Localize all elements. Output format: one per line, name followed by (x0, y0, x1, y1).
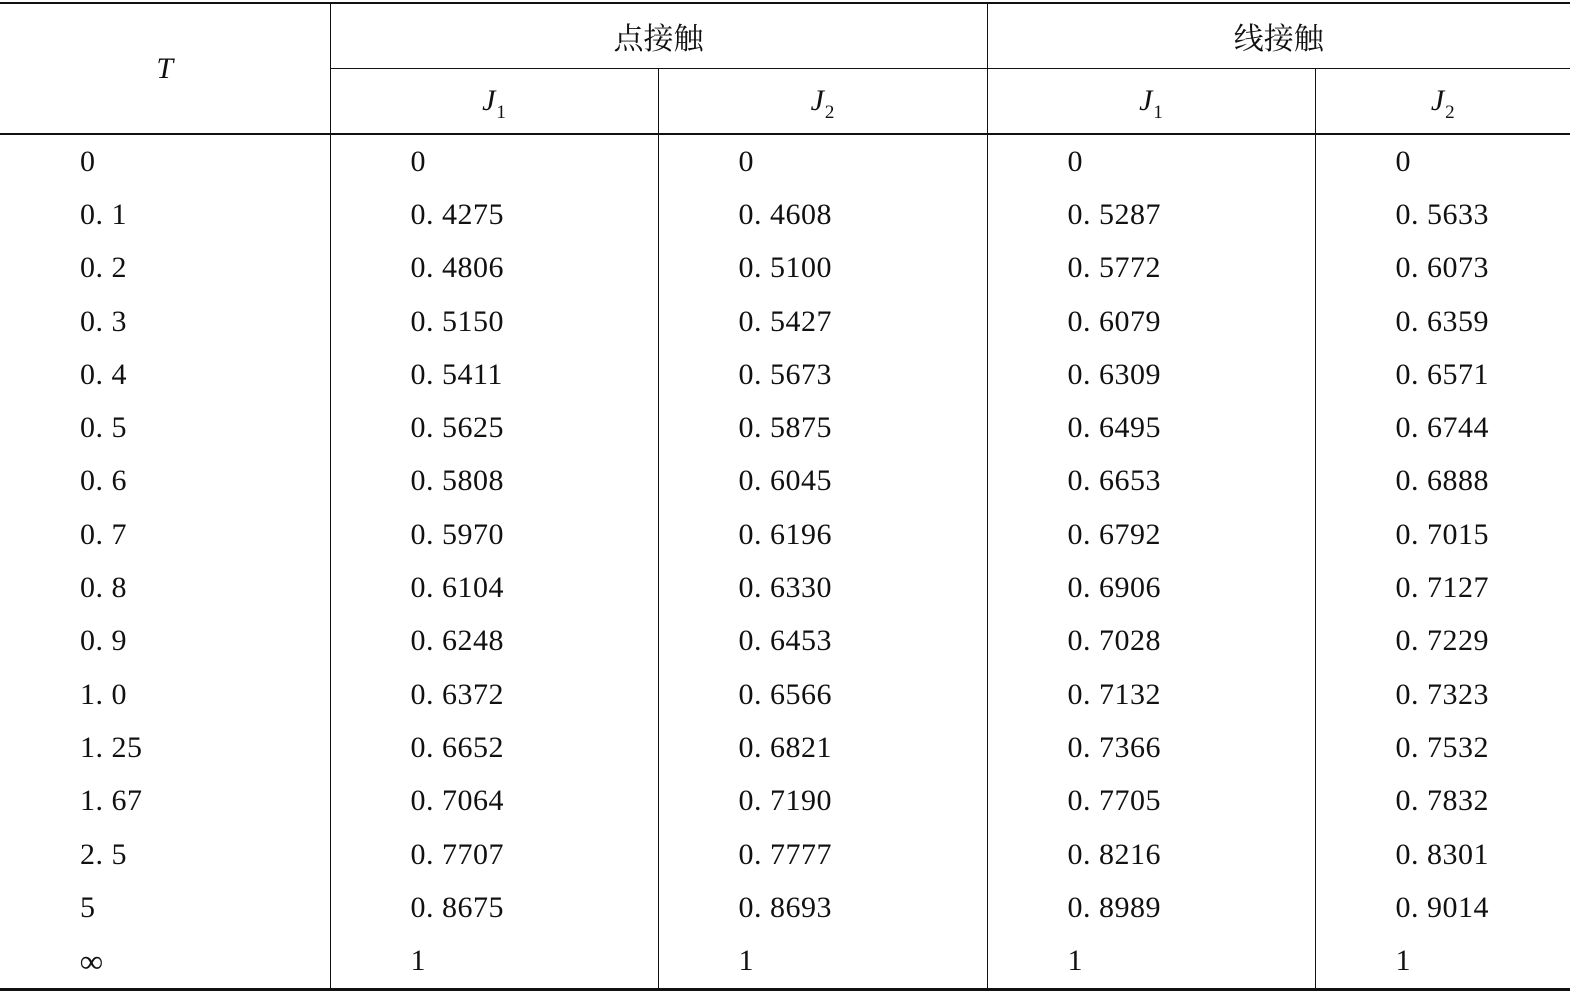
line-j1-value: 0. 8216 (987, 828, 1315, 881)
line-j2-value: 0. 6888 (1315, 455, 1570, 508)
line-j1-value: 0. 7028 (987, 615, 1315, 668)
t-value: 0. 2 (80, 251, 127, 285)
t-value: 2. 5 (80, 837, 127, 871)
point-j1-value: 0. 6652 (330, 721, 658, 774)
point-j1-value: 0. 8675 (330, 881, 658, 934)
line-j2-value: 0. 9014 (1315, 881, 1570, 934)
table-row (0, 668, 1570, 721)
header-point-j1-subscript: 1 (496, 102, 506, 123)
line-j1-value: 0. 6079 (987, 295, 1315, 348)
point-j1-value: 0. 4806 (330, 242, 658, 295)
point-j2-value: 0. 5875 (658, 401, 987, 454)
line-j2-value: 0. 7127 (1315, 561, 1570, 614)
table-row (0, 934, 1570, 989)
table-header (0, 3, 1570, 134)
line-j2-value: 0. 7229 (1315, 615, 1570, 668)
table-row (0, 134, 1570, 188)
t-value: 1. 67 (80, 784, 143, 818)
t-value: 1. 25 (80, 730, 143, 764)
point-j1-value: 0. 5970 (330, 508, 658, 561)
t-value: 1. 0 (80, 677, 127, 711)
point-j2-value: 0. 5100 (658, 242, 987, 295)
header-line-j1-subscript: 1 (1153, 102, 1163, 123)
line-j2-value: 0. 6073 (1315, 242, 1570, 295)
line-j2-value: 0. 7532 (1315, 721, 1570, 774)
line-j1-value: 0. 7366 (987, 721, 1315, 774)
line-j1-value: 0. 6653 (987, 455, 1315, 508)
point-j1-value: 0. 5150 (330, 295, 658, 348)
header-line-j2-symbol: J (1430, 84, 1445, 117)
point-j2-value: 1 (658, 934, 987, 989)
table-row (0, 615, 1570, 668)
point-j2-value: 0. 6196 (658, 508, 987, 561)
point-j2-value: 0 (658, 134, 987, 188)
t-value: 0. 7 (80, 517, 127, 551)
line-j1-value: 1 (987, 934, 1315, 989)
t-value: 0 (80, 144, 96, 178)
t-value: 0. 3 (80, 304, 127, 338)
point-j2-value: 0. 5427 (658, 295, 987, 348)
point-j2-value: 0. 6566 (658, 668, 987, 721)
line-j1-value: 0. 6495 (987, 401, 1315, 454)
header-line-j2 (1315, 69, 1570, 135)
point-j2-value: 0. 6453 (658, 615, 987, 668)
point-j1-value: 0. 6104 (330, 561, 658, 614)
t-value: 0. 8 (80, 571, 127, 605)
point-j2-value: 0. 6045 (658, 455, 987, 508)
point-j2-value: 0. 7777 (658, 828, 987, 881)
header-line-j1-symbol: J (1139, 84, 1153, 117)
point-j1-value: 0. 5411 (330, 348, 658, 401)
table-row (0, 188, 1570, 241)
point-j1-value: 0. 6372 (330, 668, 658, 721)
table-row (0, 721, 1570, 774)
t-value: 0. 9 (80, 624, 127, 658)
table-row (0, 561, 1570, 614)
point-j1-value: 0. 6248 (330, 615, 658, 668)
t-value: 0. 5 (80, 411, 127, 445)
header-group-line-contact: 线接触 (987, 3, 1570, 69)
t-value: 5 (80, 890, 96, 924)
header-row-groups (0, 3, 1570, 69)
line-j2-value: 0. 7015 (1315, 508, 1570, 561)
t-value: 0. 4 (80, 357, 127, 391)
line-j2-value: 0. 7323 (1315, 668, 1570, 721)
line-j1-value: 0. 5772 (987, 242, 1315, 295)
line-j2-value: 0. 8301 (1315, 828, 1570, 881)
t-value: 0. 6 (80, 464, 127, 498)
line-j2-value: 1 (1315, 934, 1570, 989)
line-j1-value: 0. 6792 (987, 508, 1315, 561)
header-point-j1-symbol: J (482, 84, 496, 117)
point-j2-value: 0. 8693 (658, 881, 987, 934)
table-row (0, 881, 1570, 934)
line-j2-value: 0. 6571 (1315, 348, 1570, 401)
table-row (0, 508, 1570, 561)
point-j1-value: 0. 7064 (330, 775, 658, 828)
line-j1-value: 0 (987, 134, 1315, 188)
line-j1-value: 0. 6906 (987, 561, 1315, 614)
table-row (0, 828, 1570, 881)
point-j2-value: 0. 6330 (658, 561, 987, 614)
t-value: 0. 1 (80, 197, 127, 231)
header-line-j1 (987, 69, 1315, 135)
table-row (0, 295, 1570, 348)
table-body (0, 134, 1570, 989)
line-j1-value: 0. 8989 (987, 881, 1315, 934)
point-j1-value: 1 (330, 934, 658, 989)
header-line-j2-subscript: 2 (1445, 102, 1455, 123)
header-point-j2-symbol: J (810, 84, 824, 117)
line-j2-value: 0 (1315, 134, 1570, 188)
data-table (0, 2, 1570, 991)
point-j1-value: 0. 7707 (330, 828, 658, 881)
point-j1-value: 0. 5625 (330, 401, 658, 454)
point-j2-value: 0. 7190 (658, 775, 987, 828)
point-j1-value: 0. 4275 (330, 188, 658, 241)
header-t: T (156, 51, 174, 85)
line-j2-value: 0. 6359 (1315, 295, 1570, 348)
table-row (0, 455, 1570, 508)
line-j1-value: 0. 7705 (987, 775, 1315, 828)
table-row (0, 348, 1570, 401)
t-value: ∞ (0, 934, 330, 989)
header-point-j1 (330, 69, 658, 135)
point-j1-value: 0. 5808 (330, 455, 658, 508)
line-j1-value: 0. 5287 (987, 188, 1315, 241)
header-group-point-contact: 点接触 (330, 3, 987, 69)
header-point-j2-subscript: 2 (824, 102, 835, 123)
header-point-j2 (658, 69, 987, 135)
point-j1-value: 0 (330, 134, 658, 188)
line-j2-value: 0. 5633 (1315, 188, 1570, 241)
table-row (0, 775, 1570, 828)
table-row (0, 242, 1570, 295)
line-j1-value: 0. 7132 (987, 668, 1315, 721)
line-j2-value: 0. 7832 (1315, 775, 1570, 828)
table-row (0, 401, 1570, 454)
line-j2-value: 0. 6744 (1315, 401, 1570, 454)
line-j1-value: 0. 6309 (987, 348, 1315, 401)
point-j2-value: 0. 5673 (658, 348, 987, 401)
point-j2-value: 0. 4608 (658, 188, 987, 241)
point-j2-value: 0. 6821 (658, 721, 987, 774)
